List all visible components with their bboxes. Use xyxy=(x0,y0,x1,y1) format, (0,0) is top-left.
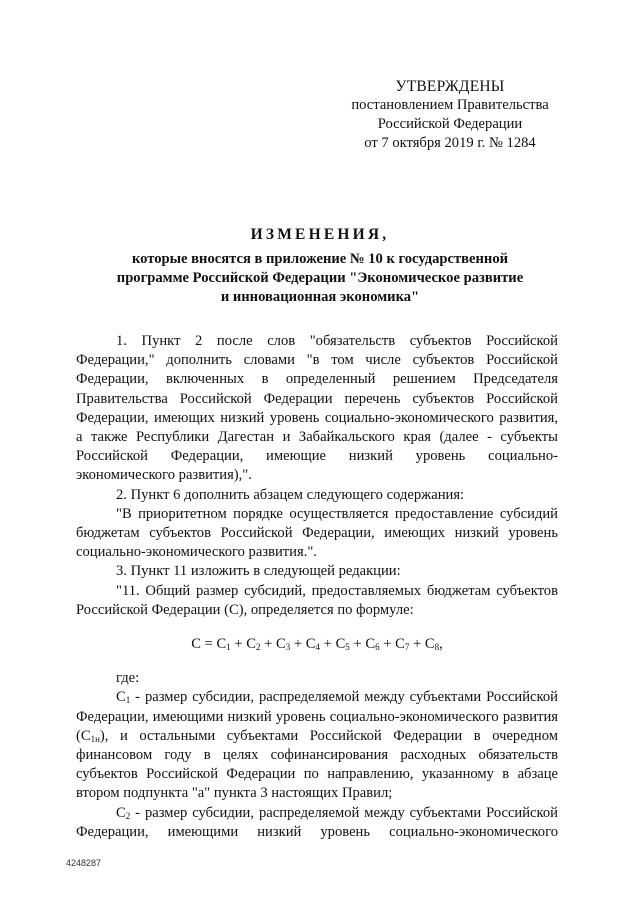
paragraph-where: где: xyxy=(116,670,140,687)
formula-term: $С_7$ xyxy=(395,636,410,653)
heading-sub-1: которые вносятся в приложение № 10 к государственной xyxy=(131,251,509,267)
formula: $С = С_1 + С_2 + С_3 + С_4 + С_5 + С_6 + С_7 + С_8$, xyxy=(191,636,443,653)
heading-sub-2: программе Российской Федерации "Экономическое развитие xyxy=(116,270,524,286)
approval-line-3: от 7 октября 2019 г. № 1284 xyxy=(364,135,536,151)
formula-term: $С_8$ xyxy=(424,636,440,653)
paragraph-c1: $С_1$ - размер субсидии, распределяемой между субъектами Российской Федерации, имеющими низкий уровень социально-экономического развития $(С_{1н})$, и остальными субъектами Российской Федерации в очередном финансовом году в целях софинансирования расходных обязательств субъектов Российской Федерации по направлению, указанному в абзаце втором подпункта "а" пункта 3 настоящих Правил; xyxy=(76,689,558,802)
formula-term: $С_6$ xyxy=(365,636,380,653)
formula-term: $С_5$ xyxy=(335,636,350,653)
paragraph-4: 3. Пункт 11 изложить в следующей редакции: xyxy=(116,563,401,580)
formula-term: $С_3$ xyxy=(276,636,291,653)
paragraph-3: "В приоритетном порядке осуществляется предоставление субсидий бюджетам субъектов Российской Федерации, имеющих низкий уровень социально-экономического развития.". xyxy=(76,505,558,561)
formula-term: $С_4$ xyxy=(305,636,321,653)
formula-term: $С_1$ xyxy=(216,636,231,653)
document-body xyxy=(76,332,558,842)
approval-title: УТВЕРЖДЕНЫ xyxy=(395,78,505,95)
heading-sub-3: и инновационная экономика" xyxy=(220,289,420,305)
paragraph-5: "11. Общий размер субсидий, предоставляемых бюджетам субъектов Российской Федерации (С), определяется по формуле: xyxy=(76,582,558,618)
formula-lhs: С = xyxy=(191,636,217,653)
paragraph-2: 2. Пункт 6 дополнить абзацем следующего содержания: xyxy=(116,486,465,503)
document-code: 4248287 xyxy=(66,858,102,868)
paragraph-1: 1. Пункт 2 после слов "обязательств субъектов Российской Федерации," дополнить словами "в том числе субъектов Российской Федерации, включенных в определенный решением Председателя Правительства Российской Федерации перечень субъектов Российской Федерации, имеющих низкий уровень социально-экономического развития, а также Республики Дагестан и Забайкальского края (далее - субъекты Российской Федерации, имеющие низкий уровень социально-экономического развития),". xyxy=(76,333,558,484)
approval-line-2: Российской Федерации xyxy=(377,116,523,132)
approval-line-1: постановлением Правительства xyxy=(351,97,549,113)
paragraph-c2: $С_2$ - размер субсидии, распределяемой между субъектами Российской Федерации, имеющими низкий уровень социально-экономического xyxy=(76,804,558,840)
approval-block xyxy=(300,77,600,153)
heading-title: ИЗМЕНЕНИЯ, xyxy=(250,226,390,243)
formula-term: $С_2$ xyxy=(246,636,261,653)
document-heading xyxy=(70,226,570,307)
